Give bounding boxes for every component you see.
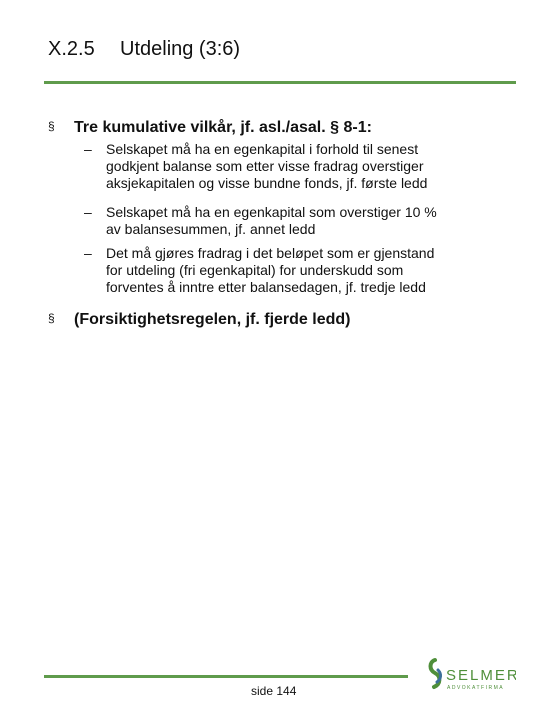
bullet-item xyxy=(48,309,351,329)
sub-item xyxy=(84,204,504,238)
logo-mark-icon xyxy=(426,656,516,700)
sub-item xyxy=(84,141,504,192)
sub-item-line: Selskapet må ha en egenkapital som overstiger 10 % xyxy=(106,204,437,220)
footer-divider xyxy=(44,675,408,678)
bullet-item xyxy=(48,117,372,137)
sub-item-line: Selskapet må ha en egenkapital i forhold til senest xyxy=(106,141,419,157)
sub-item xyxy=(84,245,504,296)
section-sign-marker: § xyxy=(48,311,55,325)
logo-wordmark: SELMER xyxy=(446,667,516,684)
sub-item-line: av balansesummen, jf. annet ledd xyxy=(106,221,316,237)
logo-subtext: ADVOKATFIRMA xyxy=(447,685,505,691)
slide-title xyxy=(48,38,240,61)
dash-marker: – xyxy=(84,204,92,220)
page-number: side 144 xyxy=(251,684,297,698)
bullet-text: (Forsiktighetsregelen, jf. fjerde ledd) xyxy=(74,311,351,328)
sub-item-line: forventes å inntre etter balansedagen, jf. tredje ledd xyxy=(106,279,426,295)
dash-marker: – xyxy=(84,245,92,261)
title-divider xyxy=(44,81,516,84)
sub-item-line: for utdeling (fri egenkapital) for underskudd som xyxy=(106,262,404,278)
dash-marker: – xyxy=(84,141,92,157)
selmer-logo xyxy=(426,656,516,700)
sub-item-line: godkjent balanse som etter visse fradrag overstiger xyxy=(106,158,424,174)
bullet-text: Tre kumulative vilkår, jf. asl./asal. § 8-1: xyxy=(74,119,372,136)
sub-item-line: Det må gjøres fradrag i det beløpet som er gjenstand xyxy=(106,245,435,261)
sub-item-line: aksjekapitalen og visse bundne fonds, jf. første ledd xyxy=(106,175,428,191)
section-number: X.2.5 xyxy=(48,38,95,60)
section-sign-marker: § xyxy=(48,119,55,133)
title-text: Utdeling (3:6) xyxy=(120,38,241,60)
